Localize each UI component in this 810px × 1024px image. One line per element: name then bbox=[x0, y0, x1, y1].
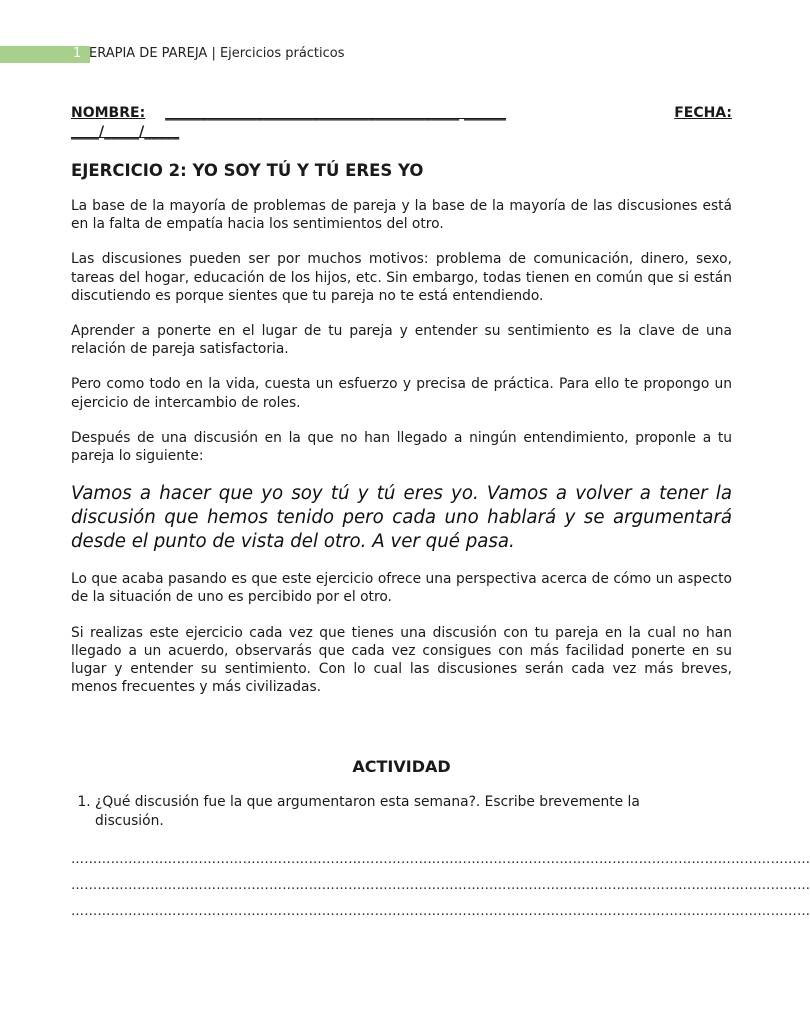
answer-area[interactable] bbox=[71, 847, 810, 925]
answer-line[interactable]: …………………………………………………………………………………………………………………………………………………… bbox=[71, 851, 810, 867]
paragraph: Si realizas este ejercicio cada vez que tienes una discusión con tu pareja en la cual no han llegado a un acuerdo, observarás que cada vez consigues con más facilidad ponerte en su lugar y entender su sentimiento. Con lo cual las discusiones serán cada vez más breves, menos frecuentes y más civilizadas. bbox=[71, 624, 732, 696]
paragraph: Después de una discusión en la que no han llegado a ningún entendimiento, proponle a tu pareja lo siguiente: bbox=[71, 429, 732, 465]
date-label: FECHA: bbox=[674, 105, 732, 121]
header-title: ERAPIA DE PAREJA | Ejercicios prácticos bbox=[89, 46, 345, 61]
page-number: 1 bbox=[73, 46, 82, 61]
answer-line[interactable]: …………………………………………………………………………………………………………………………………………………… bbox=[71, 877, 810, 893]
paragraph: Aprender a ponerte en el lugar de tu pareja y entender su sentimiento es la clave de una relación de pareja satisfactoria. bbox=[71, 323, 732, 358]
question-list bbox=[71, 793, 732, 829]
paragraph: Las discusiones pueden ser por muchos motivos: problema de comunicación, dinero, sexo, tareas del hogar, educación de los hijos, etc. Sin embargo, todas tienen en común que si están discutiendo es porque sientes que tu pareja no te está entendiendo. bbox=[71, 251, 732, 304]
exercise-title: EJERCICIO 2: YO SOY TÚ Y TÚ ERES YO bbox=[71, 161, 424, 180]
page-header bbox=[0, 44, 700, 64]
name-label: NOMBRE: bbox=[71, 105, 146, 121]
paragraph: Lo que acaba pasando es que este ejercicio ofrece una perspectiva acerca de cómo un aspecto de la situación de uno es percibido por el otro. bbox=[71, 571, 732, 606]
document-body bbox=[71, 104, 810, 925]
question-item: 1. ¿Qué discusión fue la que argumentaron esta semana?. Escribe brevemente la discusión. bbox=[95, 793, 732, 829]
name-blank[interactable]: __________________________________________ ______ bbox=[165, 105, 507, 121]
answer-line[interactable]: …………………………………………………………………………………………………………………………………………………… bbox=[71, 903, 810, 919]
paragraph: La base de la mayoría de problemas de pareja y la base de la mayoría de las discusiones está en la falta de empatía hacia los sentimientos del otro. bbox=[71, 198, 732, 233]
paragraph: Pero como todo en la vida, cuesta un esfuerzo y precisa de práctica. Para ello te propongo un ejercicio de intercambio de roles. bbox=[71, 376, 732, 411]
name-field-row bbox=[71, 104, 732, 123]
activity-title: ACTIVIDAD bbox=[352, 757, 451, 777]
date-blank[interactable]: ____/_____/_____ bbox=[71, 124, 180, 140]
exercise-quote: Vamos a hacer que yo soy tú y tú eres yo. Vamos a volver a tener la discusión que hemos tenido pero cada uno hablará y se argumentará desde el punto de vista del otro. A ver qué pasa. bbox=[71, 483, 732, 553]
